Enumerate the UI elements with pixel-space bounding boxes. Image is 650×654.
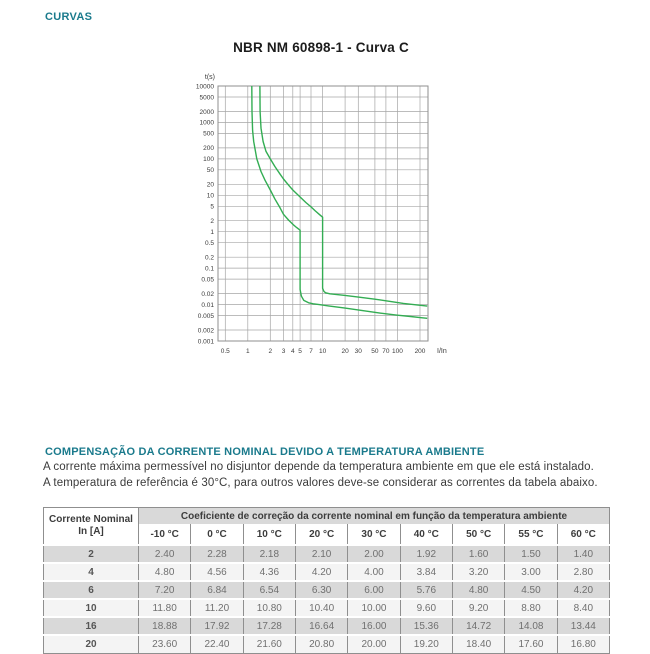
coefficient-cell: 6.54 — [243, 581, 295, 599]
coefficient-cell: 8.80 — [505, 599, 557, 617]
coefficient-cell: 9.60 — [400, 599, 452, 617]
coefficient-cell: 14.72 — [452, 617, 504, 635]
span-header-coefficient: Coeficiente de correção da corrente nominal em função da temperatura ambiente — [139, 508, 610, 525]
nominal-current-cell: 16 — [44, 617, 139, 635]
trip-curve-chart — [185, 66, 455, 366]
coefficient-cell: 4.50 — [505, 581, 557, 599]
nominal-current-cell: 6 — [44, 581, 139, 599]
temp-col-header: 10 °C — [243, 524, 295, 545]
coefficient-cell: 18.40 — [452, 635, 504, 653]
table-row — [44, 581, 610, 599]
y-tick-label: 0.002 — [197, 327, 214, 335]
x-tick-label: 7 — [309, 348, 313, 355]
paragraph-line-2: A temperatura de referência é 30°C, para outros valores deve-se considerar as correntes da tabela abaixo. — [43, 477, 598, 489]
table-row — [44, 635, 610, 653]
x-tick-label: 10 — [318, 348, 327, 355]
coefficient-cell: 2.10 — [295, 545, 347, 563]
coefficient-cell: 14.08 — [505, 617, 557, 635]
coefficient-cell: 16.00 — [348, 617, 400, 635]
nominal-current-cell: 2 — [44, 545, 139, 563]
coefficient-cell: 4.80 — [139, 563, 191, 581]
y-tick-label: 100 — [203, 156, 214, 164]
coefficient-cell: 6.00 — [348, 581, 400, 599]
coefficient-cell: 15.36 — [400, 617, 452, 635]
x-tick-label: 100 — [391, 348, 403, 355]
y-tick-label: 0.005 — [197, 312, 214, 320]
temp-col-header: -10 °C — [139, 524, 191, 545]
y-tick-label: 1 — [210, 229, 214, 236]
x-tick-label: 30 — [354, 348, 362, 355]
compensation-section-title: COMPENSAÇÃO DA CORRENTE NOMINAL DEVIDO A TEMPERATURA AMBIENTE — [45, 446, 485, 458]
coefficient-cell: 3.84 — [400, 563, 452, 581]
coefficient-cell: 3.00 — [505, 563, 557, 581]
coefficient-cell: 2.80 — [557, 563, 609, 581]
temp-col-header: 60 °C — [557, 524, 609, 545]
y-tick-label: 2 — [210, 218, 214, 225]
col-header-nominal-current-line1: Corrente Nominal — [49, 514, 133, 525]
y-tick-label: 20 — [206, 181, 214, 189]
coefficient-cell: 17.60 — [505, 635, 557, 653]
coefficient-cell: 4.36 — [243, 563, 295, 581]
coefficient-cell: 6.30 — [295, 581, 347, 599]
y-tick-label: 0.001 — [197, 338, 214, 346]
temp-col-header: 0 °C — [191, 524, 243, 545]
y-tick-label: 0.01 — [201, 301, 214, 309]
coefficient-cell: 5.76 — [400, 581, 452, 599]
table-header-row-1 — [44, 508, 610, 525]
y-tick-label: 0.1 — [204, 265, 214, 273]
temperature-correction-table — [43, 507, 610, 654]
coefficient-cell: 9.20 — [452, 599, 504, 617]
coefficient-cell: 7.20 — [139, 581, 191, 599]
x-tick-label: 5 — [298, 348, 302, 355]
temp-col-header: 20 °C — [295, 524, 347, 545]
coefficient-cell: 6.84 — [191, 581, 243, 599]
y-tick-label: 0.02 — [201, 290, 214, 298]
coefficient-cell: 20.00 — [348, 635, 400, 653]
chart-title: NBR NM 60898-1 - Curva C — [233, 40, 409, 55]
x-tick-label: 70 — [382, 348, 390, 355]
coefficient-cell: 10.40 — [295, 599, 347, 617]
coefficient-cell: 20.80 — [295, 635, 347, 653]
x-tick-label: 4 — [290, 348, 295, 355]
nominal-current-cell: 4 — [44, 563, 139, 581]
y-tick-label: 5000 — [199, 94, 214, 102]
y-tick-label: 0.05 — [201, 276, 214, 284]
coefficient-cell: 4.20 — [557, 581, 609, 599]
coefficient-cell: 11.20 — [191, 599, 243, 617]
coefficient-cell: 8.40 — [557, 599, 609, 617]
y-tick-label: 50 — [206, 167, 214, 175]
y-tick-label: 5 — [210, 203, 214, 211]
coefficient-cell: 4.80 — [452, 581, 504, 599]
x-tick-label: 3 — [281, 348, 286, 355]
coefficient-cell: 4.00 — [348, 563, 400, 581]
coefficient-cell: 16.64 — [295, 617, 347, 635]
x-tick-label: 1 — [245, 348, 250, 355]
col-header-nominal-current-line2: In [A] — [78, 526, 104, 537]
coefficient-cell: 1.92 — [400, 545, 452, 563]
coefficient-cell: 21.60 — [243, 635, 295, 653]
coefficient-cell: 17.92 — [191, 617, 243, 635]
y-tick-label: 0.5 — [204, 240, 214, 247]
coefficient-cell: 18.88 — [139, 617, 191, 635]
y-tick-label: 500 — [203, 130, 214, 138]
temp-col-header: 40 °C — [400, 524, 452, 545]
curva-disparo-inferior — [252, 86, 427, 318]
y-tick-label: 10000 — [195, 83, 214, 91]
coefficient-cell: 13.44 — [557, 617, 609, 635]
x-tick-label: 0.5 — [220, 348, 230, 355]
y-tick-label: 0.2 — [204, 254, 214, 262]
y-axis-title: t(s) — [204, 74, 215, 81]
coefficient-cell: 1.40 — [557, 545, 609, 563]
coefficient-cell: 19.20 — [400, 635, 452, 653]
temp-col-header: 55 °C — [505, 524, 557, 545]
coefficient-cell: 2.18 — [243, 545, 295, 563]
col-header-nominal-current — [44, 508, 139, 546]
nominal-current-cell: 10 — [44, 599, 139, 617]
nominal-current-cell: 20 — [44, 635, 139, 653]
coefficient-cell: 22.40 — [191, 635, 243, 653]
x-axis-title: I/In — [437, 348, 447, 355]
correction-table-body — [44, 545, 610, 653]
paragraph-line-1: A corrente máxima permessível no disjuntor depende da temperatura ambiente em que ele está instalado. — [43, 461, 594, 473]
coefficient-cell: 2.00 — [348, 545, 400, 563]
coefficient-cell: 2.40 — [139, 545, 191, 563]
temp-col-header: 50 °C — [452, 524, 504, 545]
coefficient-cell: 11.80 — [139, 599, 191, 617]
coefficient-cell: 4.20 — [295, 563, 347, 581]
x-tick-label: 50 — [371, 348, 379, 355]
coefficient-cell: 10.00 — [348, 599, 400, 617]
coefficient-cell: 10.80 — [243, 599, 295, 617]
y-tick-label: 2000 — [199, 108, 214, 116]
page-section-title: CURVAS — [45, 11, 93, 23]
y-tick-label: 1000 — [199, 119, 214, 127]
table-row — [44, 617, 610, 635]
x-tick-label: 20 — [341, 348, 349, 355]
coefficient-cell: 4.56 — [191, 563, 243, 581]
coefficient-cell: 3.20 — [452, 563, 504, 581]
table-row — [44, 599, 610, 617]
coefficient-cell: 1.60 — [452, 545, 504, 563]
x-tick-label: 200 — [414, 348, 426, 355]
y-tick-label: 10 — [206, 192, 214, 200]
temp-col-header: 30 °C — [348, 524, 400, 545]
table-row — [44, 545, 610, 563]
y-tick-label: 200 — [203, 145, 214, 153]
coefficient-cell: 17.28 — [243, 617, 295, 635]
coefficient-cell: 16.80 — [557, 635, 609, 653]
coefficient-cell: 1.50 — [505, 545, 557, 563]
table-row — [44, 563, 610, 581]
curva-disparo-superior — [260, 86, 427, 306]
coefficient-cell: 23.60 — [139, 635, 191, 653]
coefficient-cell: 2.28 — [191, 545, 243, 563]
x-tick-label: 2 — [268, 348, 273, 355]
